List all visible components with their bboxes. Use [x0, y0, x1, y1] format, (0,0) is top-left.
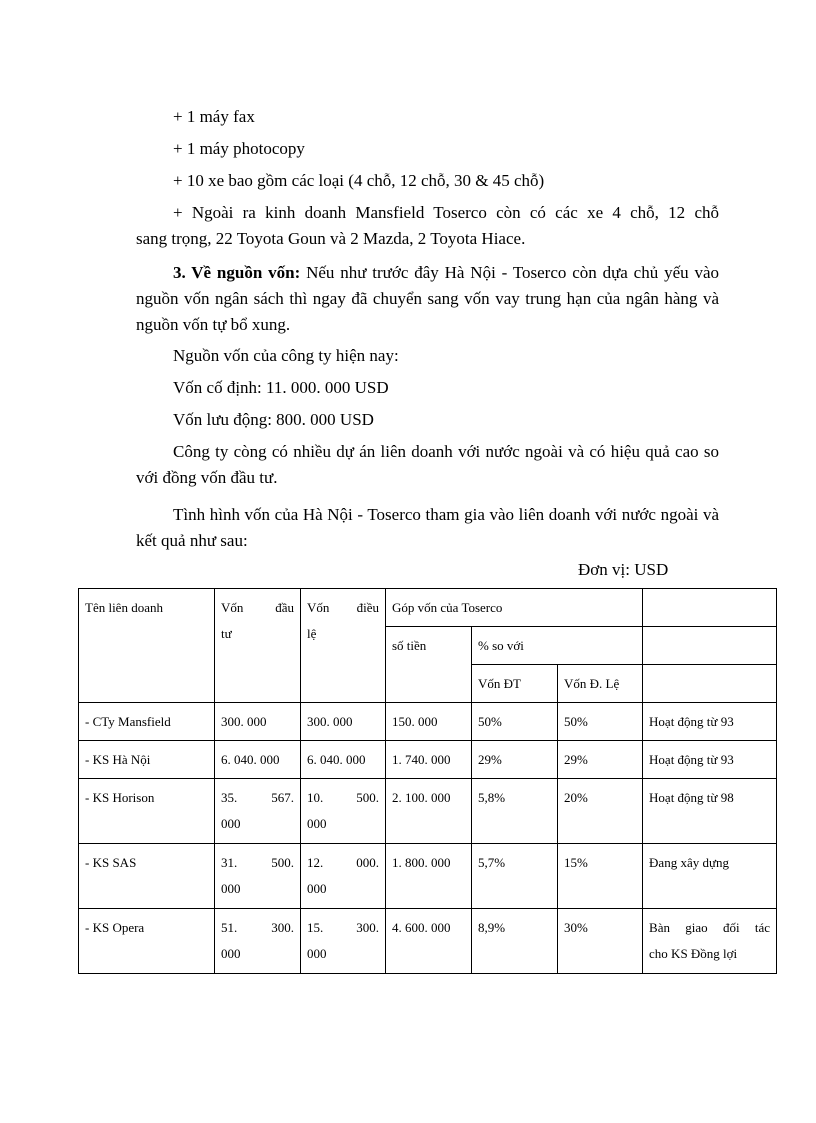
- row-pct-investment: 5,8%: [472, 779, 558, 844]
- row-charter-part3: 000: [307, 946, 327, 961]
- row-note: Đang xây dựng: [643, 844, 777, 909]
- row-investment-part2: 300.: [271, 920, 294, 935]
- header-note-blank-2: [643, 627, 777, 665]
- header-investment-word1: Vốn: [221, 600, 244, 615]
- row-pct-investment: 5,7%: [472, 844, 558, 909]
- header-charter-word1: Vốn: [307, 600, 330, 615]
- row-note-word1: Bàn: [649, 920, 670, 935]
- row-pct-charter: 20%: [558, 779, 643, 844]
- equipment-mansfield-line1: + Ngoài ra kinh doanh Mansfield Toserco còn có các xe 4 chỗ, 12 chỗ: [173, 203, 719, 222]
- header-percent: % so với: [472, 627, 643, 665]
- table-row: [79, 844, 777, 909]
- header-investment: [215, 589, 301, 703]
- table-row: [79, 779, 777, 844]
- row-amount: 1. 800. 000: [386, 844, 472, 909]
- joint-venture-table: [78, 588, 777, 974]
- header-pct-investment: Vốn ĐT: [472, 665, 558, 703]
- header-investment-word2: đầu: [275, 600, 294, 615]
- row-charter: [301, 844, 386, 909]
- row-pct-investment: 50%: [472, 703, 558, 741]
- row-amount: 1. 740. 000: [386, 741, 472, 779]
- equipment-mansfield-line2: sang trọng, 22 Toyota Goun và 2 Mazda, 2 Toyota Hiace.: [136, 229, 526, 248]
- table-row: [79, 741, 777, 779]
- row-pct-charter: 50%: [558, 703, 643, 741]
- header-charter-word3: lệ: [307, 626, 317, 641]
- capital-intro: Nguồn vốn của công ty hiện nay:: [173, 346, 399, 365]
- row-charter: [301, 909, 386, 974]
- row-charter-part1: 15.: [307, 920, 324, 935]
- equipment-fax: + 1 máy fax: [173, 107, 255, 126]
- row-note: Hoạt động từ 98: [643, 779, 777, 844]
- section-capital-paragraph: [136, 260, 719, 338]
- row-pct-investment: 8,9%: [472, 909, 558, 974]
- row-name: - KS Horison: [79, 779, 215, 844]
- row-pct-charter: 29%: [558, 741, 643, 779]
- section-capital-text: Nếu như trước đây Hà Nội - Toserco còn dựa chủ yếu vào nguồn vốn ngân sách thì ngay đã chuyển sang vốn vay trung hạn của ngân hàng và nguồn vốn tự bổ xung.: [136, 263, 719, 334]
- capital-fixed: Vốn cố định: 11. 000. 000 USD: [173, 378, 389, 397]
- row-investment-part2: 567.: [271, 790, 294, 805]
- header-pct-charter: Vốn Đ. Lệ: [558, 665, 643, 703]
- equipment-vehicles: + 10 xe bao gồm các loại (4 chỗ, 12 chỗ, 30 & 45 chỗ): [173, 171, 545, 190]
- header-name: Tên liên doanh: [79, 589, 215, 703]
- header-investment-word3: tư: [221, 626, 232, 641]
- row-note-line2: cho KS Đồng lợi: [649, 946, 738, 961]
- equipment-photocopy: + 1 máy photocopy: [173, 139, 305, 158]
- row-investment-part1: 31.: [221, 855, 238, 870]
- row-note: Hoạt động từ 93: [643, 703, 777, 741]
- row-charter-part3: 000: [307, 816, 327, 831]
- row-pct-investment: 29%: [472, 741, 558, 779]
- row-investment: [215, 844, 301, 909]
- row-investment-part1: 35.: [221, 790, 238, 805]
- row-note: [643, 909, 777, 974]
- row-charter-part2: 300.: [356, 920, 379, 935]
- row-investment: 300. 000: [215, 703, 301, 741]
- row-name: - KS Hà Nội: [79, 741, 215, 779]
- header-note-blank-3: [643, 665, 777, 703]
- row-investment-part3: 000: [221, 946, 241, 961]
- capital-working: Vốn lưu động: 800. 000 USD: [173, 410, 374, 429]
- header-charter: [301, 589, 386, 703]
- row-charter: [301, 779, 386, 844]
- header-amount: số tiền: [386, 627, 472, 703]
- row-pct-charter: 30%: [558, 909, 643, 974]
- table-row: [79, 909, 777, 974]
- row-charter-part3: 000: [307, 881, 327, 896]
- row-investment: [215, 909, 301, 974]
- header-contribution: Góp vốn của Toserco: [386, 589, 643, 627]
- unit-label: Đơn vị: USD: [578, 560, 669, 579]
- row-pct-charter: 15%: [558, 844, 643, 909]
- row-investment-part1: 51.: [221, 920, 238, 935]
- table-header-row-1: [79, 589, 777, 627]
- situation-paragraph: Tình hình vốn của Hà Nội - Toserco tham gia vào liên doanh với nước ngoài và kết quả như sau:: [136, 505, 719, 550]
- header-note-blank-1: [643, 589, 777, 627]
- row-investment-part3: 000: [221, 816, 241, 831]
- row-note-word2: giao: [685, 920, 708, 935]
- row-charter: 300. 000: [301, 703, 386, 741]
- row-charter-part2: 500.: [356, 790, 379, 805]
- row-amount: 4. 600. 000: [386, 909, 472, 974]
- row-investment-part2: 500.: [271, 855, 294, 870]
- projects-paragraph: Công ty còng có nhiều dự án liên doanh với nước ngoài và có hiệu quả cao so với đồng vốn đầu tư.: [136, 442, 719, 487]
- row-charter-part1: 12.: [307, 855, 324, 870]
- row-amount: 150. 000: [386, 703, 472, 741]
- row-name: - KS Opera: [79, 909, 215, 974]
- row-investment-part3: 000: [221, 881, 241, 896]
- row-charter-part2: 000.: [356, 855, 379, 870]
- table-row: [79, 703, 777, 741]
- row-note-word4: tác: [754, 920, 770, 935]
- section-capital-heading: 3. Về nguồn vốn:: [173, 263, 301, 282]
- row-amount: 2. 100. 000: [386, 779, 472, 844]
- row-note-word3: đối: [722, 920, 740, 935]
- row-investment: [215, 779, 301, 844]
- row-name: - KS SAS: [79, 844, 215, 909]
- row-investment: 6. 040. 000: [215, 741, 301, 779]
- row-name: - CTy Mansfield: [79, 703, 215, 741]
- row-note: Hoạt động từ 93: [643, 741, 777, 779]
- row-charter: 6. 040. 000: [301, 741, 386, 779]
- header-charter-word2: điều: [356, 600, 379, 615]
- row-charter-part1: 10.: [307, 790, 324, 805]
